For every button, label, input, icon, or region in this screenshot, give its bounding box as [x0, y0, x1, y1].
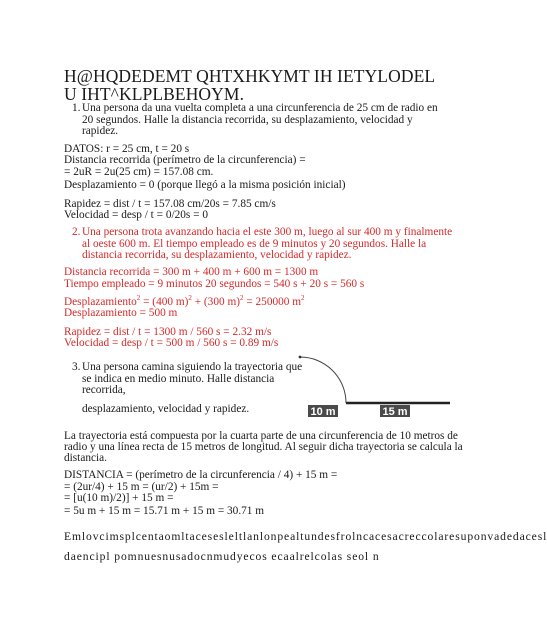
text-fragment: = 250000 m [243, 296, 302, 308]
question-2 [72, 226, 453, 262]
s1-datos: DATOS: r = 25 cm, t = 20 s [64, 143, 190, 155]
trajectory-figure [290, 355, 460, 417]
s2-velocity: Velocidad = desp / t = 500 m / 560 s = 0.89 m/s [64, 337, 279, 349]
s3-paragraph: distancia. [64, 452, 107, 464]
text-fragment: + (300 m) [191, 296, 240, 308]
footer-row-1: Emlovcimsplcentaomltacesesleltlanlonpealtundesfrolncacesacreccolaresuponvadedacesl [64, 530, 547, 543]
superscript: 2 [240, 294, 244, 303]
question-3-line: Una persona camina siguiendo la trayectoria que [82, 361, 303, 373]
s2-displacement: Desplazamiento = 500 m [64, 307, 178, 319]
s3-paragraph: La trayectoria está compuesta por la cuarta parte de una circunferencia de 10 metros de [64, 430, 458, 442]
question-3-number: 3. [72, 361, 81, 373]
question-1-line: Una persona da una vuelta completa a una circunferencia de 25 cm de radio en [82, 102, 438, 114]
s2-distance: Distancia recorrida = 300 m + 400 m + 600 m = 1300 m [64, 266, 319, 278]
s3-distance: = (2ur/4) + 15 m = (ur/2) + 15m = [64, 481, 219, 493]
garbled-footer-text [64, 530, 547, 570]
text-fragment: = (400 m) [140, 296, 189, 308]
s3-distance: DISTANCIA = (perímetro de la circunferencia / 4) + 15 m = [64, 469, 338, 481]
question-2-line: Una persona trota avanzando hacia el este 300 m, luego al sur 400 m y finalmente [82, 226, 453, 238]
question-1 [72, 102, 438, 138]
s2-time: Tiempo empleado = 9 minutos 20 segundos = 540 s + 20 s = 560 s [64, 278, 365, 290]
question-1-line: rapidez. [82, 125, 119, 138]
page-heading [64, 67, 464, 103]
question-1-line: 20 segundos. Halle la distancia recorrida, su desplazamiento, velocidad y [82, 113, 413, 126]
superscript: 2 [301, 294, 305, 303]
question-2-line: distancia recorrida, su desplazamiento, velocidad y rapidez. [82, 249, 352, 262]
superscript: 2 [136, 294, 141, 303]
text-fragment: Desplazamiento [64, 296, 137, 308]
s1-distance-line: Distancia recorrida (perímetro de la circunferencia) = [64, 154, 306, 166]
s3-distance: = 5u m + 15 m = 15.71 m + 15 m = 30.71 m [64, 505, 265, 517]
heading-line-2: U IHT^KLPLBEHOYM. [64, 84, 245, 104]
question-2-number: 2. [72, 226, 81, 238]
s2-speed: Rapidez = dist / t = 1300 m / 560 s = 2.32 m/s [64, 326, 272, 338]
question-3-line: recorrida, [82, 384, 126, 397]
question-3 [72, 361, 303, 397]
question-3-line: se indica en medio minuto. Halle distancia [82, 372, 275, 385]
superscript: 2 [188, 294, 192, 303]
question-2-line: al oeste 600 m. El tiempo empleado es de 9 minutos y 20 segundos. Halle la [82, 237, 427, 250]
s3-paragraph: radio y una línea recta de 15 metros de longitud. Al seguir dicha trayectoria se calcula la [64, 441, 463, 453]
s3-distance: = [u(10 m)/2)] + 15 m = [64, 492, 174, 504]
quarter-circle-arc [300, 357, 346, 403]
s1-displacement: Desplazamiento = 0 (porque llegó a la misma posición inicial) [64, 179, 346, 191]
s1-distance-line: = 2uR = 2u(25 cm) = 157.08 cm. [64, 166, 214, 178]
question-1-number: 1. [72, 102, 81, 114]
footer-row-2: daencipl pomnuesnusadocnmudyecos ecaalrelcolas seol n [64, 550, 380, 563]
heading-line-1: H@HQDEDEMT QHTXHKYMT IH IETYLODEL [64, 66, 436, 86]
question-3-line-4: desplazamiento, velocidad y rapidez. [82, 403, 250, 415]
s1-speed: Rapidez = dist / t = 157.08 cm/20s = 7.85 cm/s [64, 198, 276, 210]
s1-velocity: Velocidad = desp / t = 0/20s = 0 [64, 209, 208, 221]
start-point [299, 356, 302, 359]
straight-label: 15 m [382, 406, 408, 418]
radius-label: 10 m [310, 406, 336, 418]
